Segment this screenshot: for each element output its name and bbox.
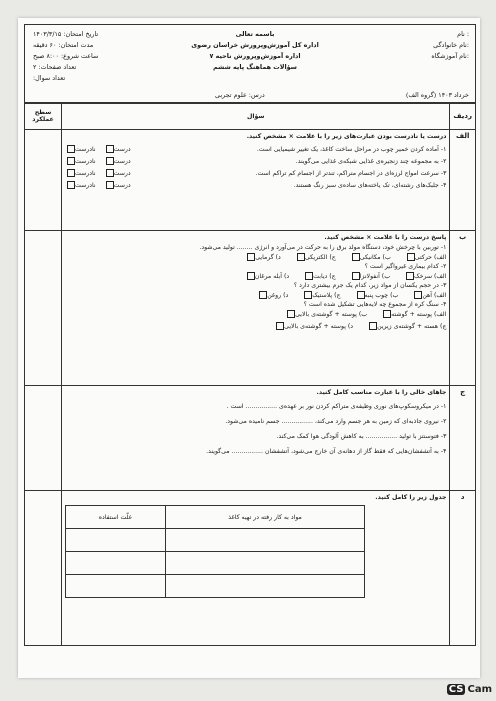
- exam-subject: درس: علوم تجربی: [215, 91, 265, 99]
- table-cell[interactable]: [166, 529, 365, 552]
- exam-date: تاریخ امتحان: ۱۴۰۳/۳/۱۵: [33, 30, 99, 38]
- section-label: الف: [450, 130, 476, 231]
- false-label: نادرست: [75, 182, 96, 189]
- section-title: جدول زیر را کامل کنید.: [375, 494, 447, 501]
- mc-option: الف) سرخک: [414, 273, 447, 280]
- score-cell: [25, 386, 62, 491]
- student-name-label: نام :: [457, 30, 469, 38]
- tf-item: [65, 167, 446, 179]
- mc-option: ج) دیابت: [313, 273, 336, 280]
- table-head: [25, 103, 476, 130]
- mc-option: ب) پوسته + گوشته‌ی بالایی: [295, 311, 368, 318]
- scanner-watermark: [447, 684, 492, 695]
- section-label: ج: [450, 386, 476, 491]
- section-label: د: [450, 491, 476, 646]
- tf-item: [65, 155, 446, 167]
- fill-blank-item[interactable]: ۲- نیروی جاذبه‌ای که زمین به هر جسم وارد می‌کند، ................ جسم نامیده می‌شود.: [225, 418, 447, 425]
- mc-option: ج) پلاستیک: [312, 292, 341, 299]
- question-count: تعداد سوال:: [33, 74, 66, 82]
- mc-checkbox[interactable]: [276, 322, 284, 330]
- table-cell[interactable]: [66, 529, 166, 552]
- mc-options: [65, 320, 446, 332]
- score-cell: [25, 231, 62, 386]
- mc-question: ۱- توربین با چرخش خود، دستگاه مولد برق را به حرکت در می‌آورد و انرژی ........ تولید می‌شود.: [199, 244, 447, 251]
- mc-options: [65, 251, 446, 263]
- table-cell[interactable]: [166, 552, 365, 575]
- fill-blank-item[interactable]: ۳- فتوسنتز با تولید ................ به کاهش آلودگی هوا کمک می‌کند.: [276, 433, 447, 440]
- mc-checkbox[interactable]: [352, 253, 360, 261]
- true-checkbox[interactable]: [106, 169, 114, 177]
- false-checkbox[interactable]: [67, 157, 75, 165]
- school-name-label: نام آموزشگاه:: [431, 52, 469, 60]
- table-cell[interactable]: [166, 575, 365, 598]
- camscanner-text: Cam: [467, 684, 492, 695]
- tf-statement: ۱- آماده کردن خمیر چوب در مراحل ساخت کاغذ، یک تغییر شیمیایی است.: [256, 145, 447, 153]
- mc-option: د) آبله مرغان: [254, 273, 290, 280]
- mc-checkbox[interactable]: [357, 291, 365, 299]
- mc-checkbox[interactable]: [406, 272, 414, 280]
- false-label: نادرست: [75, 146, 96, 153]
- materials-header: مواد به کار رفته در تهیه کاغذ: [166, 506, 365, 529]
- section-dal: [25, 491, 476, 646]
- score-header: سطح عملکرد: [25, 103, 62, 130]
- mc-question: ۴- سنگ کره از مجموع چه لایه‌هایی تشکیل شده است ؟: [303, 301, 447, 308]
- false-label: نادرست: [75, 158, 96, 165]
- mc-checkbox[interactable]: [352, 272, 360, 280]
- mc-option: ب) آنفولانزا: [359, 273, 391, 280]
- office-line-1: اداره کل آموزش‌وپرورش خراسان رضوی: [191, 41, 319, 49]
- false-label: نادرست: [75, 170, 96, 177]
- exam-start: ساعت شروع: ۸:۰۰ صبح: [33, 52, 99, 60]
- true-label: درست: [113, 146, 131, 153]
- fill-blank-item[interactable]: ۱- در میکروسکوپ‌های نوری وظیفه‌ی متراکم کردن نور بر عهده‌ی ................ است .: [226, 403, 447, 410]
- false-checkbox[interactable]: [67, 181, 75, 189]
- exam-grade: خرداد ۱۴۰۳ (گروه الف): [405, 91, 469, 99]
- true-checkbox[interactable]: [106, 145, 114, 153]
- student-family-label: نام خانوادگی:: [433, 41, 469, 49]
- tf-item: [65, 179, 446, 191]
- camscanner-badge: CS: [448, 684, 464, 695]
- mc-checkbox[interactable]: [247, 272, 255, 280]
- section-title: پاسخ درست را با علامت × مشخص کنید.: [324, 234, 447, 241]
- fill-blank-item[interactable]: ۴- به آتشفشان‌هایی که فقط گاز از دهانه‌ی آن خارج می‌شود، آتشفشان ................ می‌گویند.: [206, 448, 447, 455]
- exam-type: سؤالات هماهنگ پایه ششم: [213, 63, 297, 71]
- true-label: درست: [113, 182, 131, 189]
- mc-checkbox[interactable]: [259, 291, 267, 299]
- table-cell[interactable]: [66, 575, 166, 598]
- section-title: درست یا نادرست بودن عبارت‌های زیر را با علامت × مشخص کنید.: [246, 133, 447, 140]
- exam-page: [18, 18, 480, 678]
- mc-option: ب) مکانیکی: [359, 254, 391, 261]
- true-checkbox[interactable]: [106, 181, 114, 189]
- question-header: سؤال: [62, 103, 450, 130]
- bismillah: باسمه تعالی: [235, 30, 275, 38]
- mc-option: الف) پوسته + گوشته: [391, 311, 447, 318]
- section-alef: [25, 130, 476, 231]
- section-label: ب: [450, 231, 476, 386]
- mc-option: ج) الکتریکی: [304, 254, 336, 261]
- false-checkbox[interactable]: [67, 145, 75, 153]
- mc-option: الف) حرکتی: [414, 254, 447, 261]
- exam-duration: مدت امتحان: ۶۰ دقیقه: [33, 41, 94, 49]
- exam-header: [24, 24, 476, 104]
- questions-table: [24, 102, 476, 646]
- table-cell[interactable]: [66, 552, 166, 575]
- score-cell: [25, 491, 62, 646]
- true-label: درست: [113, 158, 131, 165]
- mc-checkbox[interactable]: [383, 310, 391, 318]
- mc-checkbox[interactable]: [407, 253, 415, 261]
- mc-checkbox[interactable]: [305, 272, 313, 280]
- score-cell: [25, 130, 62, 231]
- section-jim: [25, 386, 476, 491]
- reason-header: علّت استفاده: [66, 506, 166, 529]
- office-line-2: اداره آموزش‌وپرورش ناحیه ۷: [209, 52, 301, 60]
- mc-options: [65, 289, 446, 301]
- tf-item: [65, 143, 446, 155]
- mc-question: ۳- در حجم یکسان از مواد زیر، کدام یک جرم بیشتری دارد ؟: [293, 282, 447, 289]
- tf-statement: ۲- به مجموعه چند زنجیره‌ی غذایی شبکه‌ی غذایی می‌گویند.: [295, 157, 447, 165]
- mc-checkbox[interactable]: [287, 310, 295, 318]
- false-checkbox[interactable]: [67, 169, 75, 177]
- row-header: ردیف: [450, 103, 476, 130]
- page-count: تعداد صفحات: ۲: [33, 63, 77, 71]
- tf-statement: ۴- جلبک‌های رشته‌ای، تک یاخته‌های ساده‌ی سبز رنگ هستند.: [293, 181, 447, 189]
- mc-option: ج) هسته + گوشته‌ی زیرین: [377, 323, 447, 330]
- mc-option: الف) آهن: [422, 292, 447, 299]
- section-be: [25, 231, 476, 386]
- true-label: درست: [113, 170, 131, 177]
- tf-statement: ۳- سرعت امواج لرزه‌ای در اجسام متراکم، تندتر از اجسام کم تراکم است.: [255, 169, 447, 177]
- mc-options: [65, 270, 446, 282]
- mc-option: د) پوسته + گوشته‌ی بالایی: [284, 323, 354, 330]
- exam-meta: [33, 29, 143, 84]
- section-title: جاهای خالی را با عبارت مناسب کامل کنید.: [316, 389, 447, 396]
- mc-checkbox[interactable]: [297, 253, 305, 261]
- mc-option: د) گرمایی: [255, 254, 281, 261]
- fill-table: [65, 505, 365, 598]
- mc-option: ب) چوب پنبه: [364, 292, 399, 299]
- true-checkbox[interactable]: [106, 157, 114, 165]
- student-info: [349, 29, 469, 62]
- mc-question: ۲- کدام بیماری غیرواگیر است ؟: [364, 263, 447, 270]
- mc-options: [65, 308, 446, 320]
- mc-checkbox[interactable]: [369, 322, 377, 330]
- mc-option: د) روغن: [267, 292, 289, 299]
- office-title: [175, 29, 335, 73]
